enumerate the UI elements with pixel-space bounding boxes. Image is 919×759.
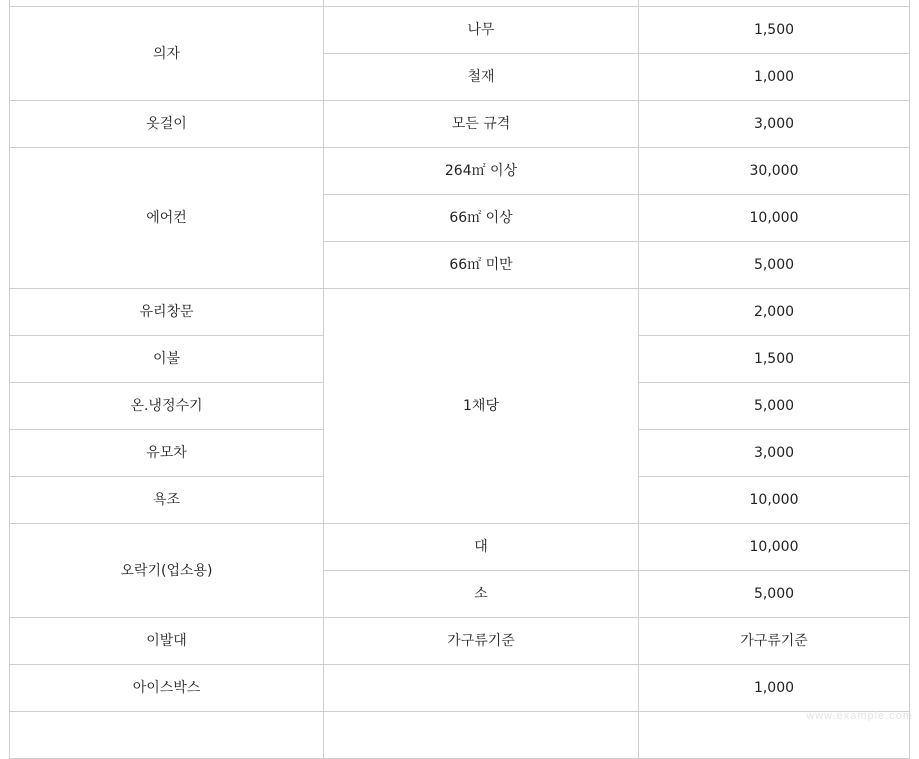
- table-row: [10, 665, 910, 712]
- spec-cell: 모든 규격: [324, 101, 639, 148]
- fee-cell: 가구류기준: [639, 618, 910, 665]
- fee-cell: 5,000: [639, 571, 910, 618]
- table-row: [10, 618, 910, 665]
- fee-cell: 5,000: [639, 242, 910, 289]
- disposal-fee-table: [9, 0, 910, 759]
- table-row: [10, 712, 910, 759]
- fee-cell: 3,000: [639, 430, 910, 477]
- table-row: [10, 289, 910, 336]
- table-row: [10, 148, 910, 195]
- item-cell: 아이스박스: [10, 665, 324, 712]
- spec-cell: 1채당: [324, 289, 639, 524]
- fee-cell: 10,000: [639, 524, 910, 571]
- spec-cell: 66㎡ 미만: [324, 242, 639, 289]
- fee-cell: 10,000: [639, 195, 910, 242]
- item-cell: 이발대: [10, 618, 324, 665]
- fee-cell: 10,000: [639, 477, 910, 524]
- item-cell: [10, 712, 324, 759]
- item-cell: 의자: [10, 7, 324, 101]
- fee-cell: 1,000: [639, 54, 910, 101]
- spec-cell: 66㎡ 이상: [324, 195, 639, 242]
- item-cell: 유모차: [10, 430, 324, 477]
- fee-cell: 2,000: [639, 289, 910, 336]
- watermark: www.example.com: [806, 710, 913, 722]
- fee-cell: 1,000: [639, 665, 910, 712]
- fee-cell: 3,000: [639, 101, 910, 148]
- spec-cell: [324, 665, 639, 712]
- spec-cell: 대: [324, 524, 639, 571]
- fee-cell: 5,000: [639, 383, 910, 430]
- spec-cell: 가구류기준: [324, 618, 639, 665]
- item-cell: 오락기(업소용): [10, 524, 324, 618]
- spec-cell: [324, 712, 639, 759]
- fee-cell: 1,500: [639, 336, 910, 383]
- item-cell: 에어컨: [10, 148, 324, 289]
- spec-cell: 264㎡ 이상: [324, 148, 639, 195]
- table-row: [10, 7, 910, 54]
- item-cell: 옷걸이: [10, 101, 324, 148]
- spec-cell: 소: [324, 571, 639, 618]
- fee-cell: 30,000: [639, 148, 910, 195]
- fee-cell: 1,500: [639, 7, 910, 54]
- table-row: [10, 524, 910, 571]
- item-cell: 온.냉정수기: [10, 383, 324, 430]
- table-row: [10, 101, 910, 148]
- spec-cell: 나무: [324, 7, 639, 54]
- item-cell: 유리창문: [10, 289, 324, 336]
- spec-cell: 철재: [324, 54, 639, 101]
- item-cell: 욕조: [10, 477, 324, 524]
- item-cell: 이불: [10, 336, 324, 383]
